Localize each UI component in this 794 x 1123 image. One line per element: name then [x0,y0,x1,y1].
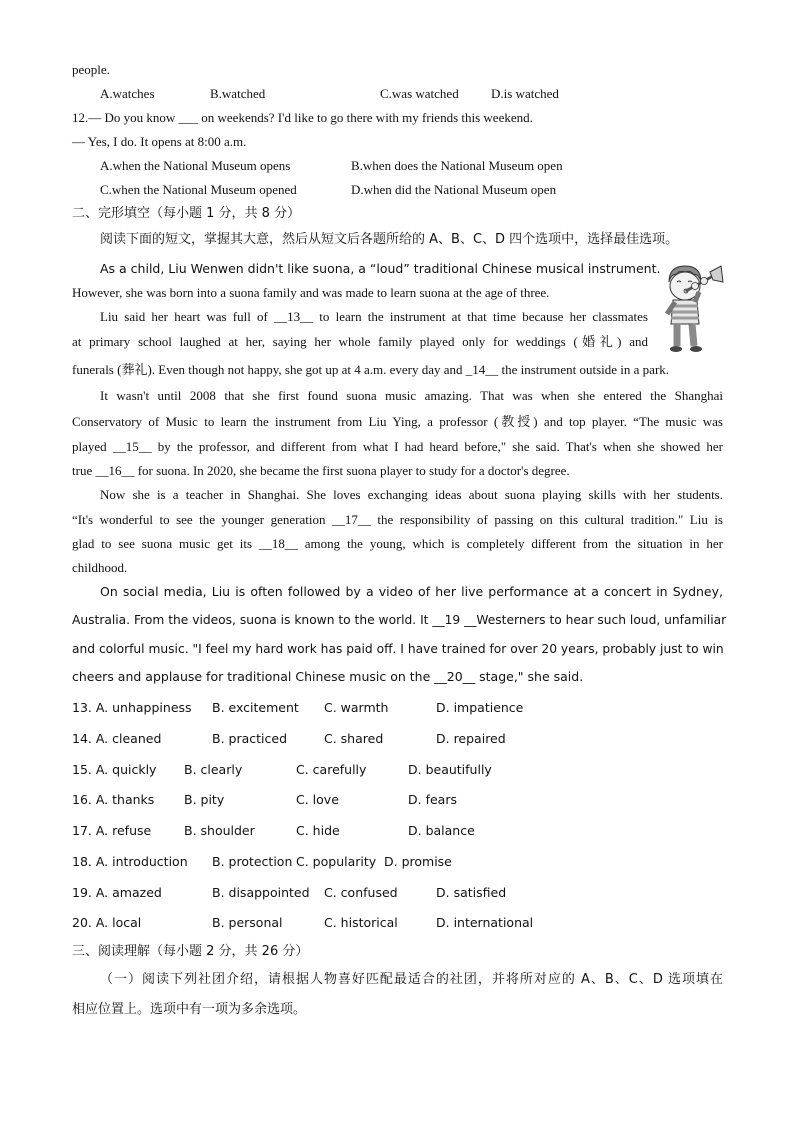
q13-option-c: C. warmth [324,700,389,715]
q11-option-c: C.was watched [380,86,459,101]
suona-player-clipart [655,262,725,354]
q14-option-d: D. repaired [436,731,506,746]
passage-line-14: On social media, Liu is often followed by a video of her live performance at a concert in Sydney, [100,584,723,599]
q15-option-d: D. beautifully [408,762,492,777]
q12-option-c: C.when the National Museum opened [100,182,297,197]
q12-stem: 12.— Do you know ___ on weekends? I'd like to go there with my friends this weekend. [72,110,533,125]
passage-line-9: true __16__ for suona. In 2020, she became the first suona player to study for a doctor's degree. [72,463,570,478]
q12-reply: — Yes, I do. It opens at 8:00 a.m. [72,134,247,149]
q20-option-c: C. historical [324,915,398,930]
q18-option-b: B. protection [212,854,293,869]
q17-option-a: 17. A. refuse [72,823,152,838]
passage-line-8: played __15__ by the professor, and different from what I had heard before," she said. That's when she showed her [72,439,723,454]
q16-option-b: B. pity [184,792,225,807]
q13-option-a: 13. A. unhappiness [72,700,192,715]
passage-line-1: As a child, Liu Wenwen didn't like suona, a “loud” traditional Chinese musical instrument. [100,261,661,276]
q20-option-a: 20. A. local [72,915,142,930]
q17-option-b: B. shoulder [184,823,255,838]
passage-line-4: at primary school laughed at her, saying her whole family played only for weddings (婚礼) and [72,334,648,349]
q12-option-d: D.when did the National Museum open [351,182,557,197]
passage-line-11: “It's wonderful to see the younger generation __17__ the responsibility of passing on this cultural tradition." Liu is [72,512,723,527]
q20-option-b: B. personal [212,915,283,930]
q14-option-b: B. practiced [212,731,287,746]
q13-option-d: D. impatience [436,700,524,715]
passage-line-7: Conservatory of Music to learn the instrument from Liu Ying, a professor (教授) and top player. “The music was [72,414,723,429]
section3-instruction-line-2: 相应位置上。选项中有一项为多余选项。 [72,1002,307,1017]
passage-line-17: cheers and applause for traditional Chinese music on the __20__ stage," she said. [72,669,584,684]
q16-option-a: 16. A. thanks [72,792,155,807]
q12-option-a: A.when the National Museum opens [100,158,291,173]
section3-instruction-line-1: （一）阅读下列社团介绍，请根据人物喜好匹配最适合的社团，并将所对应的 A、B、C、D 选项填在 [100,972,723,987]
q15-option-a: 15. A. quickly [72,762,157,777]
q19-option-a: 19. A. amazed [72,885,162,900]
q17-option-c: C. hide [296,823,340,838]
q14-option-c: C. shared [324,731,384,746]
passage-line-5: funerals (葬礼). Even though not happy, she got up at 4 a.m. every day and _14__ the instrument outside in a park. [72,362,670,377]
q15-option-b: B. clearly [184,762,243,777]
passage-line-10: Now she is a teacher in Shanghai. She loves exchanging ideas about suona playing skills with her students. [100,487,723,502]
passage-line-15: Australia. From the videos, suona is known to the world. It __19 __Westerners to hear such loud, unfamiliar [72,613,727,627]
q18-option-d: D. promise [384,854,452,869]
q15-option-c: C. carefully [296,762,367,777]
section3-heading: 三、阅读理解（每小题 2 分，共 26 分） [72,944,309,959]
passage-line-12: glad to see suona music get its __18__ among the young, which is completely different from the situation in her [72,536,723,551]
passage-line-13: childhood. [72,560,128,575]
section2-instruction: 阅读下面的短文，掌握其大意，然后从短文后各题所给的 A、B、C、D 四个选项中，选择最佳选项。 [100,232,679,247]
passage-line-2: However, she was born into a suona family and was made to learn suona at the age of three. [72,285,550,300]
passage-line-16: and colorful music. "I feel my hard work has paid off. I have trained for over 20 years, probably just to win [72,642,724,656]
q19-option-b: B. disappointed [212,885,310,900]
q16-option-d: D. fears [408,792,457,807]
q12-option-b: B.when does the National Museum open [351,158,563,173]
q17-option-d: D. balance [408,823,475,838]
q20-option-d: D. international [436,915,534,930]
section2-heading: 二、完形填空（每小题 1 分，共 8 分） [72,206,301,221]
q11-option-d: D.is watched [491,86,559,101]
q19-option-d: D. satisfied [436,885,507,900]
passage-line-3: Liu said her heart was full of __13__ to learn the instrument at that time because her classmates [100,309,648,324]
q11-tail: people. [72,62,110,77]
q18-option-c: C. popularity [296,854,377,869]
q14-option-a: 14. A. cleaned [72,731,162,746]
q18-option-a: 18. A. introduction [72,854,188,869]
q19-option-c: C. confused [324,885,398,900]
q11-option-b: B.watched [210,86,266,101]
q11-option-a: A.watches [100,86,155,101]
q13-option-b: B. excitement [212,700,299,715]
passage-line-6: It wasn't until 2008 that she first found suona music amazing. That was when she entered the Shanghai [100,388,723,403]
q16-option-c: C. love [296,792,339,807]
